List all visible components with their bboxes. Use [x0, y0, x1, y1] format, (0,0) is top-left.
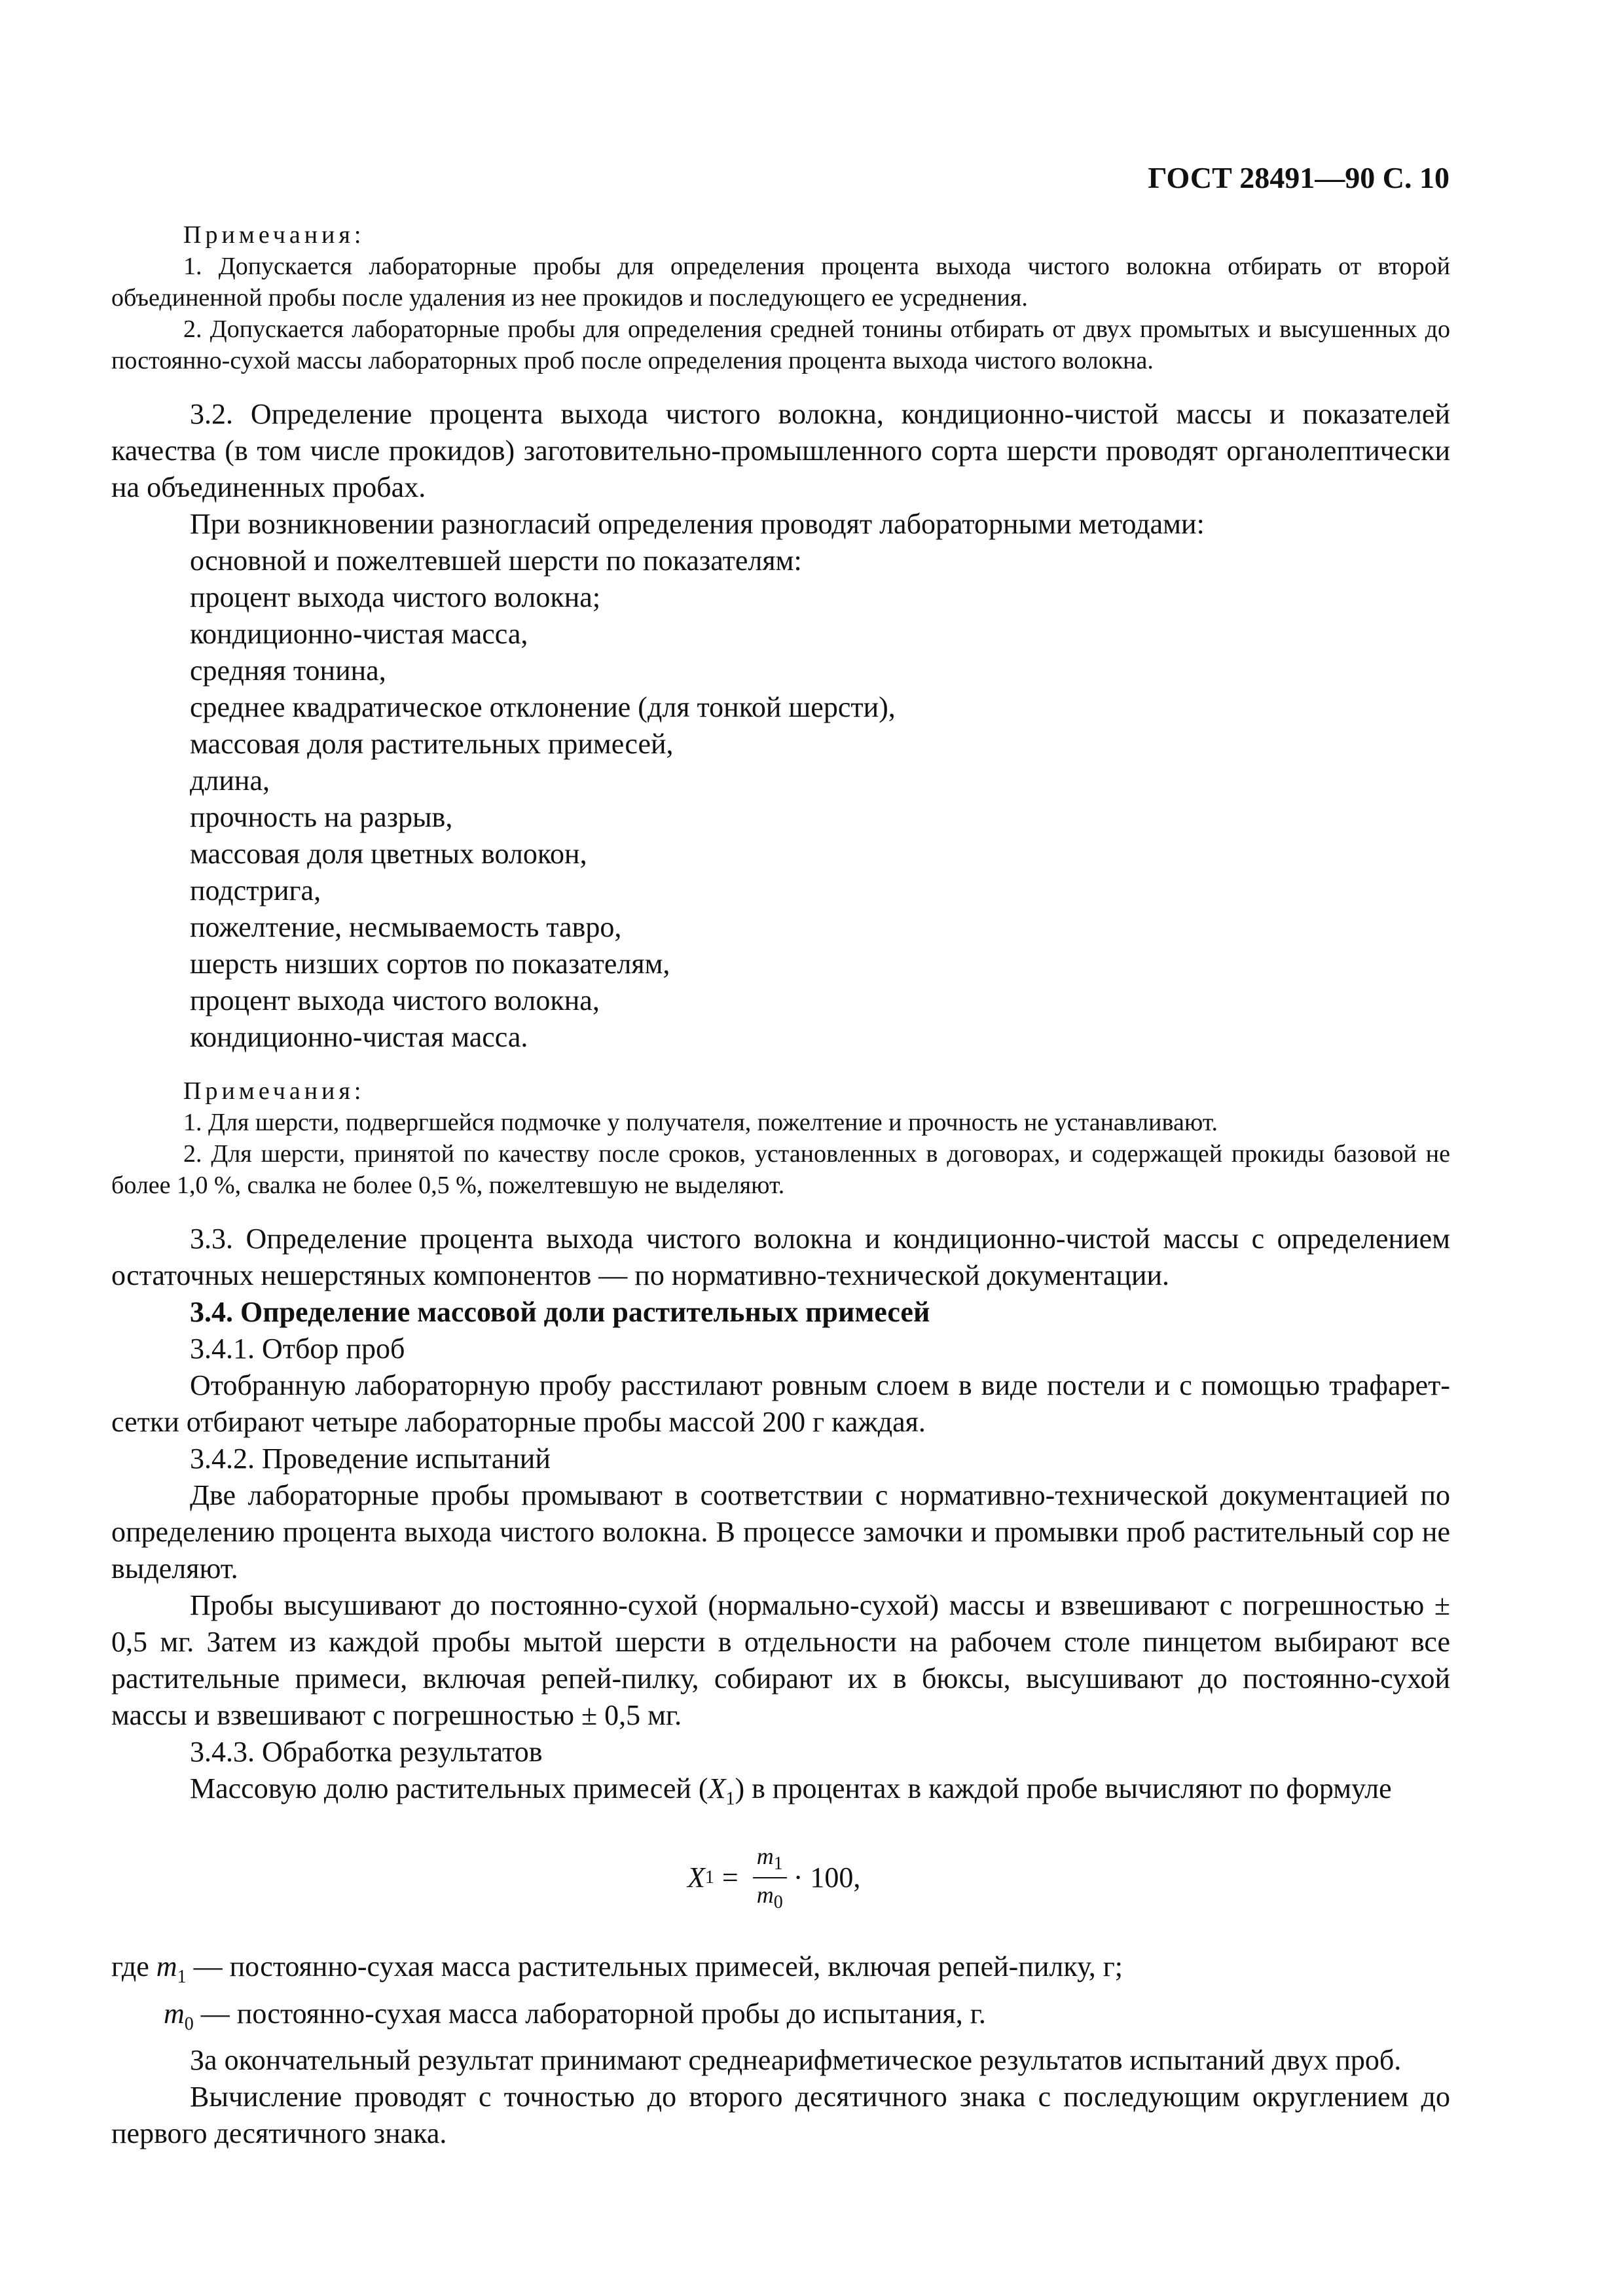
paragraph-sampling: Отобранную лабораторную пробу расстилают ровным слоем в виде постели и с помощью трафарет-сетки отбирают четыре лабораторные пробы массой 200 г каждая.: [111, 1369, 1450, 1438]
list-item: шерсть низших сортов по показателям,: [190, 948, 670, 980]
list-item: процент выхода чистого волокна;: [190, 581, 601, 613]
subsection-3-4-3-title: 3.4.3. Обработка результатов: [190, 1736, 543, 1768]
page-header: ГОСТ 28491—90 С. 10: [1148, 161, 1450, 194]
paragraph-disagreement: При возникновении разногласий определения проводят лабораторными методами:: [190, 508, 1205, 540]
list-item: длина,: [190, 764, 270, 797]
list-item: основной и пожелтевшей шерсти по показателям:: [190, 545, 802, 577]
list-item: средняя тонина,: [190, 655, 386, 687]
page-content: [111, 219, 1450, 2152]
list-item: среднее квадратическое отклонение (для тонкой шерсти),: [190, 691, 896, 723]
paragraph-final-result: За окончательный результат принимают среднеарифметическое результатов испытаний двух проб.: [190, 2044, 1402, 2077]
formula-equals: =: [721, 1861, 739, 1894]
list-item: массовая доля цветных волокон,: [190, 838, 587, 870]
list-item: пожелтение, несмываемость тавро,: [190, 911, 622, 943]
list-item: подстрига,: [190, 874, 321, 906]
paragraph-3-3: 3.3. Определение процента выхода чистого волокна и кондиционно-чистой массы с определением остаточных нешерстяных компонентов — по нормативно-технической документации.: [111, 1223, 1450, 1291]
legend-m1: где $m_1$ — постоянно-сухая масса растительных примесей, включая репей-пилку, г;: [111, 1950, 1123, 1987]
list-item: кондиционно-чистая масса,: [190, 618, 528, 650]
section-3-4-title: 3.4. Определение массовой доли растительных примесей: [190, 1296, 930, 1328]
paragraph-formula-intro: Массовую долю растительных примесей $(X_1)$ в процентах в каждой пробе вычисляют по формуле: [190, 1772, 1392, 1809]
note-item: 2. Допускается лабораторные пробы для определения средней тонины отбирать от двух промытых и высушенных до постоянно-сухой массы лабораторных проб после определения процента выхода чистого волокна.: [111, 315, 1450, 374]
paragraph-testing: Две лабораторные пробы промывают в соответствии с нормативно-технической документацией по определению процента выхода чистого волокна. В процессе замочки и промывки проб растительный сор не выделяют.: [111, 1479, 1450, 1585]
formula-lhs: X: [687, 1861, 705, 1894]
note-item: 2. Для шерсти, принятой по качеству после сроков, установленных в договорах, и содержащей прокиды базовой не более 1,0 %, свалка не более 0,5 %, пожелтевшую не выделяют.: [111, 1140, 1450, 1199]
indicator-list: [111, 543, 1450, 1056]
formula-legend: [111, 1948, 1450, 2043]
note-item: 1. Для шерсти, подвергшейся подмочке у получателя, пожелтение и прочность не устанавливают.: [183, 1109, 1218, 1136]
subsection-3-4-1-title: 3.4.1. Отбор проб: [190, 1333, 405, 1365]
list-item: массовая доля растительных примесей,: [190, 728, 674, 760]
legend-m0: $m_0$ — постоянно-сухая масса лабораторной пробы до испытания, г.: [164, 1997, 986, 2034]
notes-title: Примечания:: [183, 221, 365, 249]
formula-tail: · 100,: [793, 1861, 861, 1894]
list-item: кондиционно-чистая масса.: [190, 1021, 528, 1053]
paragraph-3-2: 3.2. Определение процента выхода чистого волокна, кондиционно-чистой массы и показателей качества (в том числе прокидов) заготовительно-промышленного сорта шерсти проводят органолептически на объединенных пробах.: [111, 398, 1450, 503]
note-item: 1. Допускается лабораторные пробы для определения процента выхода чистого волокна отбирать от второй объединенной пробы после удаления из нее прокидов и последующего ее усреднения.: [111, 253, 1450, 312]
paragraph-drying: Пробы высушивают до постоянно-сухой (нормально-сухой) массы и взвешивают с погрешностью ± 0,5 мг. Затем из каждой пробы мытой шерсти в отдельности на рабочем столе пинцетом выбирают все растительные примеси, включая репей-пилку, собирают их в бюксы, высушивают до постоянно-сухой массы и взвешивают с погрешностью ± 0,5 мг.: [111, 1589, 1450, 1731]
list-item: прочность на разрыв,: [190, 801, 453, 833]
formula-fraction: $\frac{m_1}{m_0}$: [753, 1842, 787, 1913]
paragraph-calculation: Вычисление проводят с точностью до второго десятичного знака с последующим округлением до первого десятичного знака.: [111, 2081, 1450, 2150]
formula: X 1 = $\frac{m_1}{m_0}$ · 100,: [687, 1842, 861, 1913]
list-item: процент выхода чистого волокна,: [190, 984, 600, 1016]
subsection-3-4-2-title: 3.4.2. Проведение испытаний: [190, 1443, 551, 1475]
notes-title: Примечания:: [183, 1077, 365, 1105]
